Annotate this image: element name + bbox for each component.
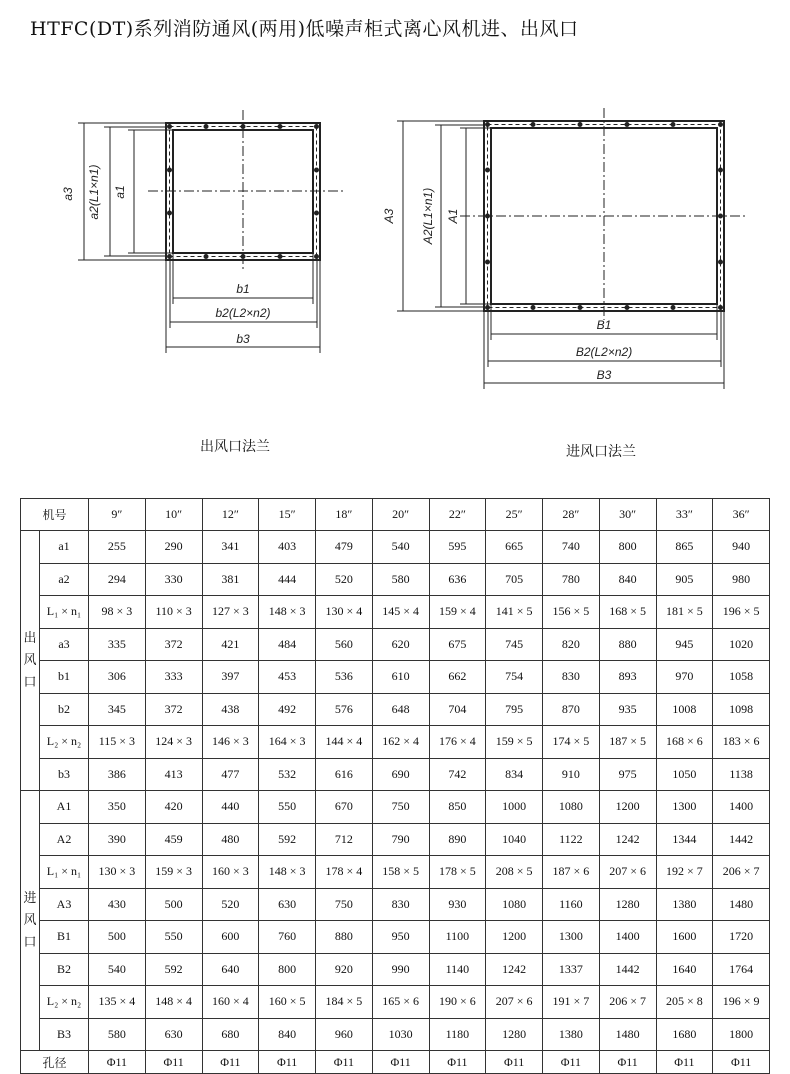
page-title: HTFC(DT)系列消防通风(两用)低噪声柜式离心风机进、出风口 <box>30 18 579 40</box>
table-row <box>21 563 770 596</box>
table-cell: 592 <box>259 823 316 856</box>
table-cell: 636 <box>429 563 486 596</box>
table-row <box>21 693 770 726</box>
table-cell: 980 <box>713 563 770 596</box>
table-cell: 742 <box>429 758 486 791</box>
table-cell: 144 × 4 <box>316 726 373 759</box>
table-cell: 1080 <box>543 791 600 824</box>
table-cell: 500 <box>89 921 146 954</box>
hole-cell: Φ11 <box>599 1051 656 1074</box>
table-cell: 1050 <box>656 758 713 791</box>
table-cell: 479 <box>316 531 373 564</box>
table-cell: 1100 <box>429 921 486 954</box>
table-cell: 206 × 7 <box>713 856 770 889</box>
table-cell: 124 × 3 <box>145 726 202 759</box>
row-label: a2 <box>40 563 89 596</box>
table-cell: 620 <box>372 628 429 661</box>
table-cell: 675 <box>429 628 486 661</box>
table-cell: 345 <box>89 693 146 726</box>
table-cell: 890 <box>429 823 486 856</box>
table-cell: 156 × 5 <box>543 596 600 629</box>
table-row <box>21 726 770 759</box>
table-cell: 333 <box>145 661 202 694</box>
table-cell: 893 <box>599 661 656 694</box>
hole-cell: Φ11 <box>486 1051 543 1074</box>
table-header-row <box>21 499 770 531</box>
table-cell: 880 <box>599 628 656 661</box>
dim-a3: a3 <box>61 187 75 201</box>
table-cell: 648 <box>372 693 429 726</box>
table-cell: 148 × 4 <box>145 986 202 1019</box>
table-cell: 532 <box>259 758 316 791</box>
table-cell: 306 <box>89 661 146 694</box>
table-cell: 540 <box>372 531 429 564</box>
table-cell: 381 <box>202 563 259 596</box>
inlet-caption: 进风口法兰 <box>566 444 636 460</box>
table-cell: 560 <box>316 628 373 661</box>
model-header: 9″ <box>89 499 146 531</box>
table-cell: 178 × 4 <box>316 856 373 889</box>
table-cell: 386 <box>89 758 146 791</box>
row-label: B1 <box>40 921 89 954</box>
table-cell: 187 × 5 <box>599 726 656 759</box>
table-cell: 940 <box>713 531 770 564</box>
table-cell: 341 <box>202 531 259 564</box>
table-cell: 158 × 5 <box>372 856 429 889</box>
table-cell: 950 <box>372 921 429 954</box>
table-cell: 1442 <box>713 823 770 856</box>
corner-cell: 机号 <box>21 499 89 531</box>
table-cell: 662 <box>429 661 486 694</box>
table-cell: 840 <box>259 1018 316 1051</box>
table-cell: 205 × 8 <box>656 986 713 1019</box>
model-header: 18″ <box>316 499 373 531</box>
table-cell: 421 <box>202 628 259 661</box>
table-cell: 1380 <box>656 888 713 921</box>
table-cell: 159 × 4 <box>429 596 486 629</box>
table-row <box>21 888 770 921</box>
table-cell: 159 × 5 <box>486 726 543 759</box>
table-cell: 1640 <box>656 953 713 986</box>
table-cell: 206 × 7 <box>599 986 656 1019</box>
dim-b3: b3 <box>236 332 250 346</box>
hole-cell: Φ11 <box>543 1051 600 1074</box>
table-cell: 800 <box>599 531 656 564</box>
dim-b2: b2(L2×n2) <box>215 306 271 320</box>
table-cell: 207 × 6 <box>486 986 543 1019</box>
table-cell: 616 <box>316 758 373 791</box>
table-cell: 98 × 3 <box>89 596 146 629</box>
dim-a1: a1 <box>113 185 127 199</box>
table-cell: 1138 <box>713 758 770 791</box>
table-cell: 990 <box>372 953 429 986</box>
table-cell: 520 <box>316 563 373 596</box>
table-cell: 192 × 7 <box>656 856 713 889</box>
table-cell: 181 × 5 <box>656 596 713 629</box>
row-label: L₂ × n₂ <box>40 726 89 759</box>
table-row <box>21 986 770 1019</box>
table-cell: 1400 <box>599 921 656 954</box>
table-cell: 1280 <box>599 888 656 921</box>
outlet-flange-drawing <box>78 110 345 353</box>
table-cell: 191 × 7 <box>543 986 600 1019</box>
inlet-group-label: 进风口 <box>21 791 40 1051</box>
dim-B3: B3 <box>596 368 612 382</box>
hole-cell: Φ11 <box>429 1051 486 1074</box>
row-label: L₁ × n₁ <box>40 856 89 889</box>
table-cell: 430 <box>89 888 146 921</box>
table-cell: 790 <box>372 823 429 856</box>
table-cell: 840 <box>599 563 656 596</box>
table-cell: 184 × 5 <box>316 986 373 1019</box>
inlet-flange-drawing <box>397 108 745 389</box>
table-cell: 135 × 4 <box>89 986 146 1019</box>
table-cell: 850 <box>429 791 486 824</box>
table-cell: 1442 <box>599 953 656 986</box>
table-cell: 1200 <box>599 791 656 824</box>
table-cell: 190 × 6 <box>429 986 486 1019</box>
model-header: 30″ <box>599 499 656 531</box>
outlet-caption: 出风口法兰 <box>200 439 270 455</box>
table-cell: 110 × 3 <box>145 596 202 629</box>
table-cell: 834 <box>486 758 543 791</box>
table-cell: 1764 <box>713 953 770 986</box>
table-cell: 665 <box>486 531 543 564</box>
table-cell: 372 <box>145 628 202 661</box>
table-cell: 1300 <box>543 921 600 954</box>
table-cell: 335 <box>89 628 146 661</box>
spec-table <box>20 498 770 1074</box>
table-cell: 453 <box>259 661 316 694</box>
table-cell: 800 <box>259 953 316 986</box>
row-label: b1 <box>40 661 89 694</box>
table-cell: 580 <box>89 1018 146 1051</box>
flange-drawings <box>0 0 790 490</box>
table-cell: 187 × 6 <box>543 856 600 889</box>
table-cell: 164 × 3 <box>259 726 316 759</box>
table-cell: 550 <box>259 791 316 824</box>
dim-A3: A3 <box>382 208 396 224</box>
table-cell: 159 × 3 <box>145 856 202 889</box>
table-cell: 162 × 4 <box>372 726 429 759</box>
table-cell: 484 <box>259 628 316 661</box>
table-cell: 945 <box>656 628 713 661</box>
model-header: 33″ <box>656 499 713 531</box>
hole-cell: Φ11 <box>656 1051 713 1074</box>
table-cell: 745 <box>486 628 543 661</box>
table-cell: 1400 <box>713 791 770 824</box>
table-cell: 146 × 3 <box>202 726 259 759</box>
table-cell: 176 × 4 <box>429 726 486 759</box>
table-cell: 540 <box>89 953 146 986</box>
hole-cell: Φ11 <box>145 1051 202 1074</box>
dim-A2: A2(L1×n1) <box>421 187 435 245</box>
table-row <box>21 758 770 791</box>
table-row <box>21 628 770 661</box>
table-cell: 690 <box>372 758 429 791</box>
model-header: 10″ <box>145 499 202 531</box>
row-label: a1 <box>40 531 89 564</box>
row-label: L₂ × n₂ <box>40 986 89 1019</box>
table-cell: 440 <box>202 791 259 824</box>
table-cell: 1140 <box>429 953 486 986</box>
table-cell: 536 <box>316 661 373 694</box>
table-cell: 550 <box>145 921 202 954</box>
table-cell: 750 <box>316 888 373 921</box>
table-cell: 880 <box>316 921 373 954</box>
table-cell: 145 × 4 <box>372 596 429 629</box>
hole-cell: Φ11 <box>202 1051 259 1074</box>
table-row <box>21 856 770 889</box>
table-cell: 1122 <box>543 823 600 856</box>
table-cell: 870 <box>543 693 600 726</box>
table-cell: 130 × 3 <box>89 856 146 889</box>
row-label: A3 <box>40 888 89 921</box>
hole-cell: Φ11 <box>316 1051 373 1074</box>
dim-b1: b1 <box>236 282 250 296</box>
table-cell: 780 <box>543 563 600 596</box>
table-cell: 127 × 3 <box>202 596 259 629</box>
dim-A1: A1 <box>446 208 460 224</box>
hole-row <box>21 1051 770 1074</box>
table-cell: 1000 <box>486 791 543 824</box>
table-cell: 438 <box>202 693 259 726</box>
table-cell: 1242 <box>599 823 656 856</box>
table-row <box>21 823 770 856</box>
table-cell: 1480 <box>599 1018 656 1051</box>
table-row <box>21 661 770 694</box>
table-cell: 148 × 3 <box>259 596 316 629</box>
table-cell: 905 <box>656 563 713 596</box>
model-header: 12″ <box>202 499 259 531</box>
table-cell: 975 <box>599 758 656 791</box>
table-cell: 1280 <box>486 1018 543 1051</box>
table-cell: 294 <box>89 563 146 596</box>
row-label: A1 <box>40 791 89 824</box>
hole-cell: Φ11 <box>372 1051 429 1074</box>
table-cell: 970 <box>656 661 713 694</box>
table-cell: 630 <box>145 1018 202 1051</box>
hole-cell: Φ11 <box>89 1051 146 1074</box>
table-cell: 1058 <box>713 661 770 694</box>
table-cell: 670 <box>316 791 373 824</box>
table-cell: 1600 <box>656 921 713 954</box>
table-cell: 420 <box>145 791 202 824</box>
table-cell: 165 × 6 <box>372 986 429 1019</box>
table-row <box>21 921 770 954</box>
table-cell: 459 <box>145 823 202 856</box>
table-cell: 712 <box>316 823 373 856</box>
table-cell: 740 <box>543 531 600 564</box>
table-cell: 600 <box>202 921 259 954</box>
table-cell: 680 <box>202 1018 259 1051</box>
table-cell: 1300 <box>656 791 713 824</box>
table-cell: 115 × 3 <box>89 726 146 759</box>
table-cell: 935 <box>599 693 656 726</box>
table-cell: 830 <box>372 888 429 921</box>
table-cell: 1720 <box>713 921 770 954</box>
table-cell: 640 <box>202 953 259 986</box>
table-cell: 148 × 3 <box>259 856 316 889</box>
model-header: 25″ <box>486 499 543 531</box>
table-row <box>21 531 770 564</box>
table-cell: 183 × 6 <box>713 726 770 759</box>
table-cell: 290 <box>145 531 202 564</box>
table-cell: 750 <box>372 791 429 824</box>
table-cell: 592 <box>145 953 202 986</box>
table-cell: 920 <box>316 953 373 986</box>
table-cell: 397 <box>202 661 259 694</box>
table-row <box>21 1018 770 1051</box>
table-cell: 160 × 5 <box>259 986 316 1019</box>
hole-cell: Φ11 <box>259 1051 316 1074</box>
table-cell: 207 × 6 <box>599 856 656 889</box>
table-cell: 444 <box>259 563 316 596</box>
table-cell: 1020 <box>713 628 770 661</box>
table-cell: 330 <box>145 563 202 596</box>
table-cell: 960 <box>316 1018 373 1051</box>
table-cell: 403 <box>259 531 316 564</box>
table-cell: 168 × 5 <box>599 596 656 629</box>
table-cell: 930 <box>429 888 486 921</box>
table-cell: 196 × 5 <box>713 596 770 629</box>
model-header: 22″ <box>429 499 486 531</box>
table-cell: 576 <box>316 693 373 726</box>
table-cell: 580 <box>372 563 429 596</box>
model-header: 36″ <box>713 499 770 531</box>
table-cell: 910 <box>543 758 600 791</box>
model-header: 15″ <box>259 499 316 531</box>
table-cell: 492 <box>259 693 316 726</box>
table-cell: 820 <box>543 628 600 661</box>
row-label: b3 <box>40 758 89 791</box>
model-header: 20″ <box>372 499 429 531</box>
table-cell: 1680 <box>656 1018 713 1051</box>
dim-a2: a2(L1×n1) <box>87 164 101 220</box>
table-cell: 413 <box>145 758 202 791</box>
table-cell: 350 <box>89 791 146 824</box>
row-label: A2 <box>40 823 89 856</box>
table-cell: 1098 <box>713 693 770 726</box>
row-label: b2 <box>40 693 89 726</box>
table-cell: 168 × 6 <box>656 726 713 759</box>
table-cell: 174 × 5 <box>543 726 600 759</box>
table-cell: 130 × 4 <box>316 596 373 629</box>
table-cell: 178 × 5 <box>429 856 486 889</box>
hole-label: 孔径 <box>21 1051 89 1074</box>
table-cell: 1337 <box>543 953 600 986</box>
table-cell: 390 <box>89 823 146 856</box>
table-cell: 477 <box>202 758 259 791</box>
table-cell: 610 <box>372 661 429 694</box>
dim-B1: B1 <box>596 318 612 332</box>
table-cell: 1160 <box>543 888 600 921</box>
table-cell: 705 <box>486 563 543 596</box>
row-label: L₁ × n₁ <box>40 596 89 629</box>
table-cell: 160 × 3 <box>202 856 259 889</box>
table-cell: 1008 <box>656 693 713 726</box>
bolt-holes <box>167 122 723 310</box>
table-cell: 255 <box>89 531 146 564</box>
table-cell: 1480 <box>713 888 770 921</box>
table-cell: 141 × 5 <box>486 596 543 629</box>
hole-cell: Φ11 <box>713 1051 770 1074</box>
table-cell: 1380 <box>543 1018 600 1051</box>
model-header: 28″ <box>543 499 600 531</box>
table-cell: 1040 <box>486 823 543 856</box>
table-cell: 595 <box>429 531 486 564</box>
table-cell: 160 × 4 <box>202 986 259 1019</box>
table-row <box>21 953 770 986</box>
table-cell: 1080 <box>486 888 543 921</box>
table-row <box>21 596 770 629</box>
row-label: B3 <box>40 1018 89 1051</box>
table-cell: 830 <box>543 661 600 694</box>
table-cell: 480 <box>202 823 259 856</box>
table-cell: 520 <box>202 888 259 921</box>
table-cell: 760 <box>259 921 316 954</box>
table-row <box>21 791 770 824</box>
table-cell: 704 <box>429 693 486 726</box>
table-cell: 754 <box>486 661 543 694</box>
row-label: a3 <box>40 628 89 661</box>
table-cell: 1242 <box>486 953 543 986</box>
table-cell: 196 × 9 <box>713 986 770 1019</box>
table-cell: 1180 <box>429 1018 486 1051</box>
table-cell: 372 <box>145 693 202 726</box>
table-cell: 1200 <box>486 921 543 954</box>
dim-B2: B2(L2×n2) <box>575 345 633 359</box>
outlet-group-label: 出风口 <box>21 531 40 791</box>
row-label: B2 <box>40 953 89 986</box>
table-cell: 630 <box>259 888 316 921</box>
table-cell: 1800 <box>713 1018 770 1051</box>
table-cell: 1030 <box>372 1018 429 1051</box>
table-cell: 795 <box>486 693 543 726</box>
table-cell: 500 <box>145 888 202 921</box>
table-cell: 865 <box>656 531 713 564</box>
table-cell: 1344 <box>656 823 713 856</box>
table-cell: 208 × 5 <box>486 856 543 889</box>
